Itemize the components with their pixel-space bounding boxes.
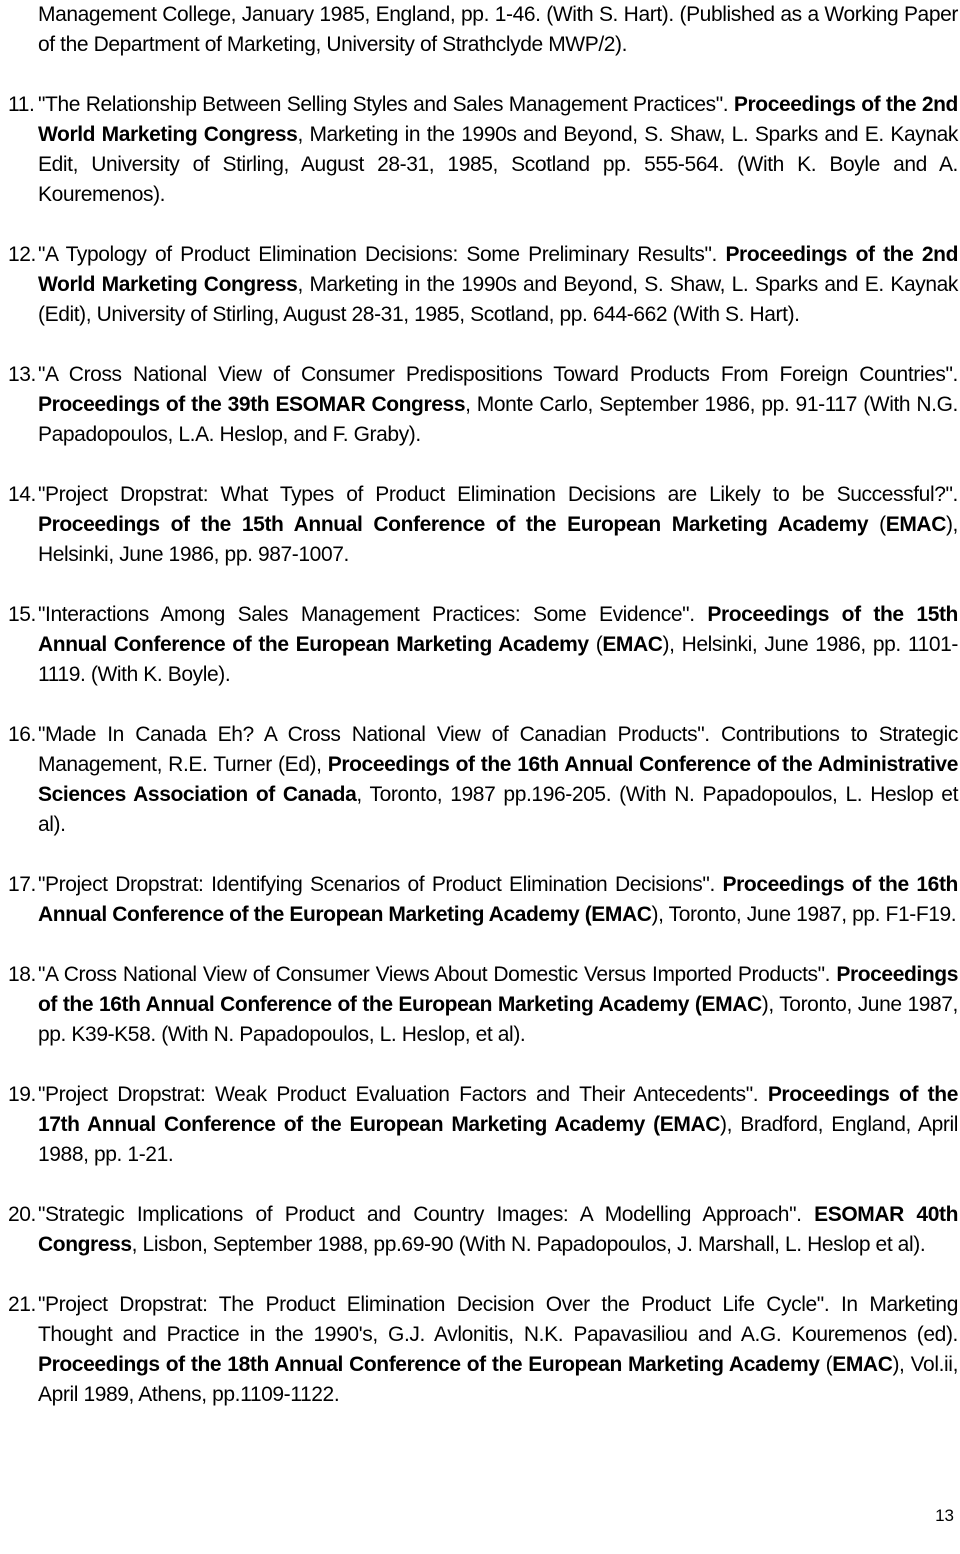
reference-proceedings: Proceedings of the 2nd World Marketing Congress: [38, 93, 958, 146]
reference-text: [38, 600, 958, 690]
reference-proceedings: Proceedings of the 16th Annual Conference of the European Marketing Academy (EMAC: [38, 873, 958, 926]
reference-acronym: EMAC: [832, 1353, 893, 1376]
document-page: [8, 0, 958, 1410]
entry-spacer: [8, 210, 958, 240]
reference-entry: [8, 480, 958, 570]
reference-text: [38, 720, 958, 840]
reference-entry: [8, 960, 958, 1050]
reference-text: [38, 1080, 958, 1170]
reference-number: 15.: [8, 603, 36, 626]
page-number: 13: [935, 1506, 954, 1525]
reference-separator: (: [819, 1353, 833, 1376]
reference-proceedings: Proceedings of the 17th Annual Conference of the European Marketing Academy (EMAC: [38, 1083, 958, 1136]
reference-title: "Made In Canada Eh? A Cross National View of Canadian Products". Contributions to Strategic Management, R.E. Turner (Ed),: [38, 723, 958, 776]
entry-spacer: [8, 690, 958, 720]
reference-title: "Interactions Among Sales Management Practices: Some Evidence".: [38, 603, 708, 626]
reference-number: 12.: [8, 243, 36, 266]
reference-details: , Lisbon, September 1988, pp.69-90 (With N. Papadopoulos, J. Marshall, L. Heslop et al).: [131, 1233, 926, 1256]
reference-text: [38, 480, 958, 570]
reference-proceedings: Proceedings of the 15th Annual Conference of the European Marketing Academy: [38, 603, 958, 656]
reference-title: "The Relationship Between Selling Styles and Sales Management Practices".: [38, 93, 734, 116]
reference-number: 16.: [8, 723, 36, 746]
reference-entry: [8, 1290, 958, 1410]
reference-text: [38, 360, 958, 450]
reference-entry: [8, 1200, 958, 1260]
entry-spacer: [8, 1260, 958, 1290]
entry-spacer: [8, 930, 958, 960]
reference-text: [38, 1290, 958, 1410]
entry-spacer: [8, 60, 958, 90]
reference-list: [8, 60, 958, 1410]
reference-title: "A Typology of Product Elimination Decisions: Some Preliminary Results".: [38, 243, 726, 266]
entry-spacer: [8, 450, 958, 480]
reference-details: ), Bradford, England, April 1988, pp. 1-21.: [38, 1113, 958, 1166]
reference-details: ), Helsinki, June 1986, pp. 987-1007.: [38, 513, 958, 566]
reference-entry: [8, 720, 958, 840]
reference-number: 21.: [8, 1293, 36, 1316]
reference-separator: (: [868, 513, 886, 536]
reference-separator: (: [588, 633, 603, 656]
reference-details: , Toronto, 1987 pp.196-205. (With N. Papadopoulos, L. Heslop et al).: [38, 783, 959, 836]
reference-proceedings: ESOMAR 40th Congress: [38, 1203, 958, 1256]
reference-entry: [8, 360, 958, 450]
reference-proceedings: Proceedings of the 18th Annual Conference of the European Marketing Academy: [38, 1353, 820, 1376]
reference-text: [38, 240, 958, 330]
reference-number: 18.: [8, 963, 36, 986]
reference-proceedings: Proceedings of the 16th Annual Conference of the European Marketing Academy (EMAC: [38, 963, 958, 1016]
reference-entry: [8, 1080, 958, 1170]
reference-number: 13.: [8, 363, 36, 386]
reference-text: [38, 960, 958, 1050]
entry-spacer: [8, 840, 958, 870]
reference-proceedings: Proceedings of the 16th Annual Conference of the Administrative Sciences Association of Canada: [38, 753, 958, 806]
reference-details: ), Helsinki, June 1986, pp. 1101-1119. (With K. Boyle).: [38, 633, 958, 686]
reference-details: , Marketing in the 1990s and Beyond, S. Shaw, L. Sparks and E. Kaynak Edit, University of Stirling, August 28-31, 1985, Scotland pp. 555-564. (With K. Boyle and A. Kouremenos).: [38, 123, 959, 206]
reference-details: ), Toronto, June 1987, pp. F1-F19.: [651, 903, 957, 926]
reference-acronym: EMAC: [885, 513, 946, 536]
reference-title: "Project Dropstrat: Identifying Scenarios of Product Elimination Decisions".: [38, 873, 723, 896]
reference-title: "Strategic Implications of Product and Country Images: A Modelling Approach".: [38, 1203, 815, 1226]
entry-spacer: [8, 1050, 958, 1080]
reference-details: ), Vol.ii, April 1989, Athens, pp.1109-1122.: [38, 1353, 958, 1406]
reference-number: 14.: [8, 483, 36, 506]
reference-details: , Monte Carlo, September 1986, pp. 91-117 (With N.G. Papadopoulos, L.A. Heslop, and F. Graby).: [38, 393, 958, 446]
entry-spacer: [8, 330, 958, 360]
reference-proceedings: Proceedings of the 15th Annual Conference of the European Marketing Academy: [38, 513, 869, 536]
reference-number: 19.: [8, 1083, 36, 1106]
reference-number: 11.: [8, 93, 35, 116]
reference-proceedings: Proceedings of the 39th ESOMAR Congress: [38, 393, 466, 416]
reference-text: [38, 870, 958, 930]
reference-entry: [8, 870, 958, 930]
reference-title: "Project Dropstrat: What Types of Product Elimination Decisions are Likely to be Successful?".: [38, 483, 958, 506]
reference-number: 17.: [8, 873, 36, 896]
reference-entry: [8, 240, 958, 330]
entry-spacer: [8, 1170, 958, 1200]
reference-proceedings: Proceedings of the 2nd World Marketing Congress: [38, 243, 958, 296]
reference-entry: [8, 600, 958, 690]
reference-title: "A Cross National View of Consumer Views About Domestic Versus Imported Products".: [38, 963, 837, 986]
continuation-paragraph: Management College, January 1985, England, pp. 1-46. (With S. Hart). (Published as a Working Paper of the Department of Marketing, University of Strathclyde MWP/2).: [38, 3, 958, 56]
reference-number: 20.: [8, 1203, 36, 1226]
reference-title: "A Cross National View of Consumer Predispositions Toward Products From Foreign Countries".: [38, 363, 958, 386]
reference-details: , Marketing in the 1990s and Beyond, S. Shaw, L. Sparks and E. Kaynak (Edit), University of Stirling, August 28-31, 1985, Scotland, pp. 644-662 (With S. Hart).: [38, 273, 959, 326]
reference-title: "Project Dropstrat: The Product Elimination Decision Over the Product Life Cycle". In Marketing Thought and Practice in the 1990's, G.J. Avlonitis, N.K. Papavasiliou and A.G. Kouremenos (ed).: [38, 1293, 958, 1346]
entry-spacer: [8, 570, 958, 600]
reference-title: "Project Dropstrat: Weak Product Evaluation Factors and Their Antecedents".: [38, 1083, 768, 1106]
reference-text: [38, 1200, 958, 1260]
reference-acronym: EMAC: [602, 633, 663, 656]
reference-details: ), Toronto, June 1987, pp. K39-K58. (With N. Papadopoulos, L. Heslop, et al).: [38, 993, 958, 1046]
reference-entry: [8, 90, 958, 210]
reference-text: [38, 90, 958, 210]
